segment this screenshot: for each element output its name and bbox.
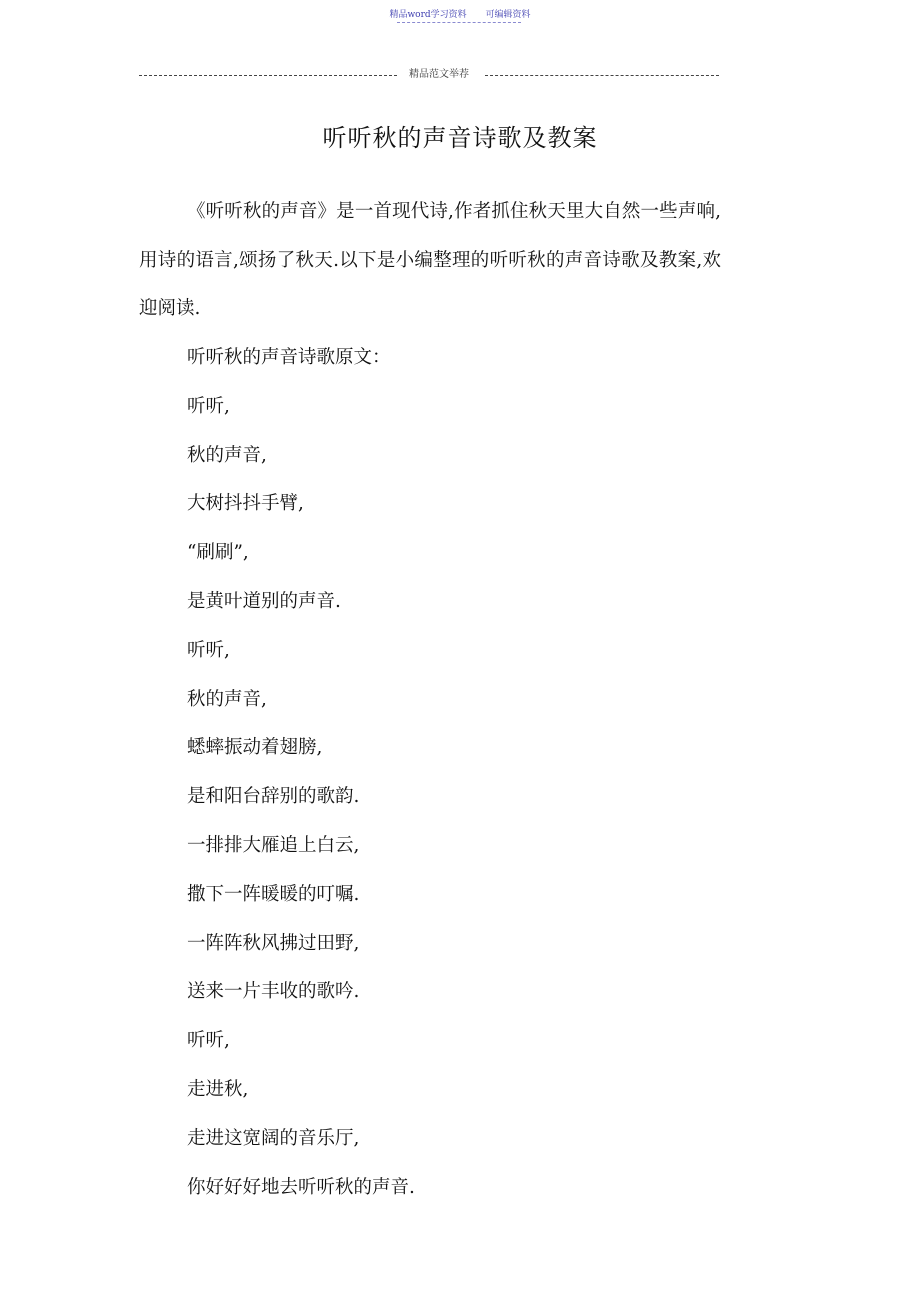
- poem-line: 秋的声音,: [187, 688, 267, 710]
- watermark-left: 精品word学习资料: [389, 10, 467, 20]
- poem-heading: 听听秋的声音诗歌原文：: [187, 347, 391, 368]
- header-dash-left: [139, 75, 397, 76]
- poem-line: 是黄叶道别的声音.: [187, 590, 341, 612]
- header-label: 精品范文举荐: [409, 69, 469, 80]
- poem-line: 是和阳台辞别的歌韵.: [187, 786, 360, 808]
- poem-line: 蟋蟀振动着翅膀,: [187, 737, 323, 759]
- poem-line: 大树抖抖手臂,: [187, 493, 304, 515]
- intro-paragraph: 《听听秋的声音》是一首现代诗,作者抓住秋天里大自然一些声响,用诗的语言,颂扬了秋天.以下是小编整理的听听秋的声音诗歌及教案,欢迎阅读.: [139, 201, 721, 319]
- watermark-underline: [397, 22, 521, 23]
- poem-lines: [187, 334, 727, 1212]
- poem-line: 听听,: [187, 639, 230, 661]
- poem-line: 送来一片丰收的歌吟.: [187, 981, 360, 1003]
- page-header: [139, 67, 719, 83]
- poem-line: “刷刷”,: [187, 542, 249, 564]
- top-watermark: [0, 9, 920, 21]
- document-title: 听听秋的声音诗歌及教案: [322, 124, 598, 152]
- poem-line: 听听,: [187, 1030, 230, 1052]
- poem-line: 你好好好地去听听秋的声音.: [187, 1176, 415, 1198]
- header-dash-right: [485, 75, 719, 76]
- poem-line: 走进秋,: [187, 1078, 249, 1100]
- poem-line: 一阵阵秋风拂过田野,: [187, 932, 360, 954]
- watermark-right: 可编辑资料: [485, 10, 531, 20]
- poem-line: 听听,: [187, 395, 230, 417]
- poem-line: 一排排大雁追上白云,: [187, 834, 360, 856]
- poem-line: 撒下一阵暖暖的叮嘱.: [187, 883, 360, 905]
- poem-line: 秋的声音,: [187, 444, 267, 466]
- poem-line: 走进这宽阔的音乐厅,: [187, 1127, 360, 1149]
